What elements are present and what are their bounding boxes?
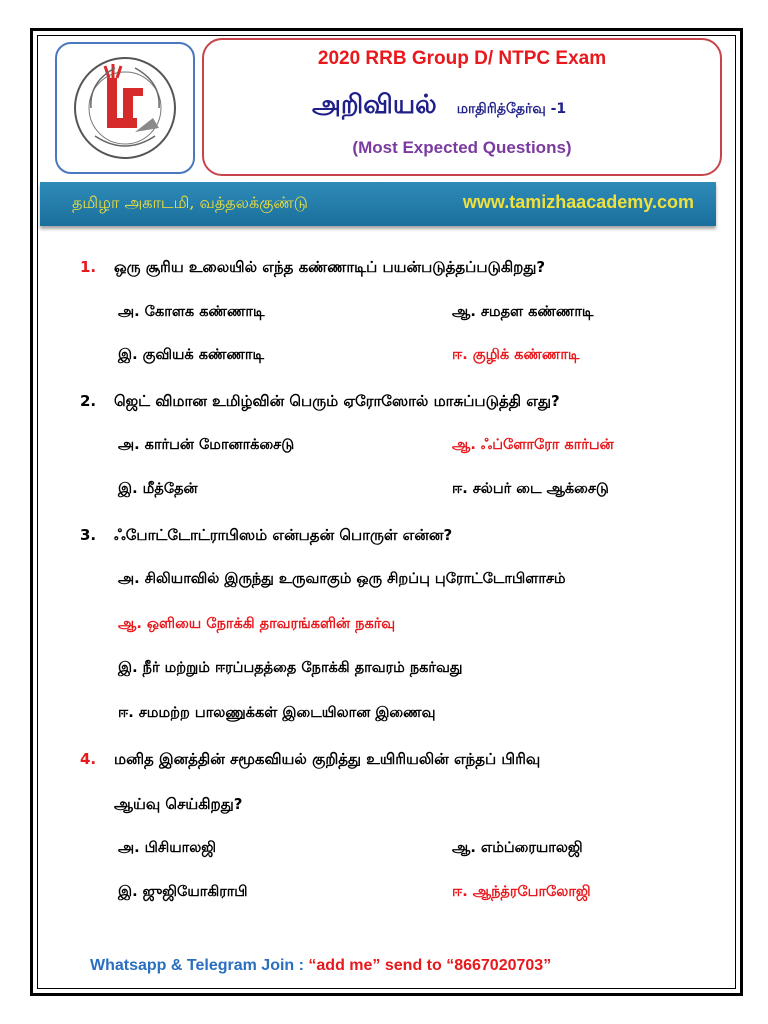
question-number: 4. bbox=[80, 750, 97, 768]
question-4-continued: ஆய்வு செய்கிறது? bbox=[114, 795, 243, 813]
option-b: ஆ. எம்ப்ரையாலஜி bbox=[452, 840, 583, 856]
option-c: இ. ஜுஜியோகிராபி bbox=[118, 884, 248, 900]
question-1 bbox=[80, 258, 545, 278]
question-text: மனித இனத்தின் சமூகவியல் குறித்து உயிரியலின் எந்தப் பிரிவு bbox=[114, 750, 541, 768]
option-a: அ. கார்பன் மோனாக்சைடு bbox=[118, 437, 295, 453]
website-link[interactable]: www.tamizhaacademy.com bbox=[462, 192, 694, 212]
option-b-answer: ஆ. ஃப்ளோரோ கார்பன் bbox=[452, 437, 614, 453]
question-text: ஒரு சூரிய உலையில் எந்த கண்ணாடிப் பயன்படுத்தப்படுகிறது? bbox=[114, 258, 546, 276]
option-c: இ. நீர் மற்றும் ஈரப்பதத்தை நோக்கி தாவரம் நகர்வது bbox=[118, 660, 463, 676]
question-number: 2. bbox=[80, 392, 97, 410]
option-d: ஈ. சமமற்ற பாலணுக்கள் இடையிலான இணைவு bbox=[118, 705, 436, 721]
exam-title: 2020 RRB Group D/ NTPC Exam bbox=[317, 48, 607, 69]
test-label: மாதிரித்தேர்வு -1 bbox=[456, 101, 567, 117]
question-text: ஃபோட்டோட்ராபிஸம் என்பதன் பொருள் என்ன? bbox=[114, 526, 453, 544]
option-a: அ. கோளக கண்ணாடி bbox=[118, 304, 265, 320]
question-3 bbox=[80, 526, 452, 546]
option-c: இ. குவியக் கண்ணாடி bbox=[118, 347, 265, 363]
option-d-answer: ஈ. ஆந்த்ரபோலோஜி bbox=[452, 884, 591, 900]
question-number: 1. bbox=[80, 258, 97, 276]
option-a: அ. சிலியாவில் இருந்து உருவாகும் ஒரு சிறப்பு புரோட்டோபிளாசம் bbox=[118, 571, 566, 587]
option-b-answer: ஆ. ஒளியை நோக்கி தாவரங்களின் நகர்வு bbox=[118, 616, 396, 632]
question-4 bbox=[80, 750, 540, 770]
footer-contact bbox=[90, 957, 551, 975]
option-d-answer: ஈ. குழிக் கண்ணாடி bbox=[452, 347, 580, 363]
question-number: 3. bbox=[80, 526, 97, 544]
expected-questions-label: (Most Expected Questions) bbox=[352, 138, 572, 157]
question-2 bbox=[80, 392, 560, 412]
option-c: இ. மீத்தேன் bbox=[118, 481, 198, 497]
footer-message: “add me” send to “8667020703” bbox=[308, 957, 552, 974]
subject-title: அறிவியல் bbox=[312, 90, 437, 120]
footer-label: Whatsapp & Telegram Join : bbox=[90, 957, 304, 974]
option-b: ஆ. சமதள கண்ணாடி bbox=[452, 304, 594, 320]
option-d: ஈ. சல்பர் டை ஆக்சைடு bbox=[452, 481, 609, 497]
academy-name: தமிழா அகாடமி, வத்தலக்குண்டு bbox=[72, 193, 308, 212]
option-a: அ. பிசியாலஜி bbox=[118, 840, 217, 856]
question-text: ஜெட் விமான உமிழ்வின் பெரும் ஏரோஸோல் மாசுப்படுத்தி எது? bbox=[114, 392, 560, 410]
